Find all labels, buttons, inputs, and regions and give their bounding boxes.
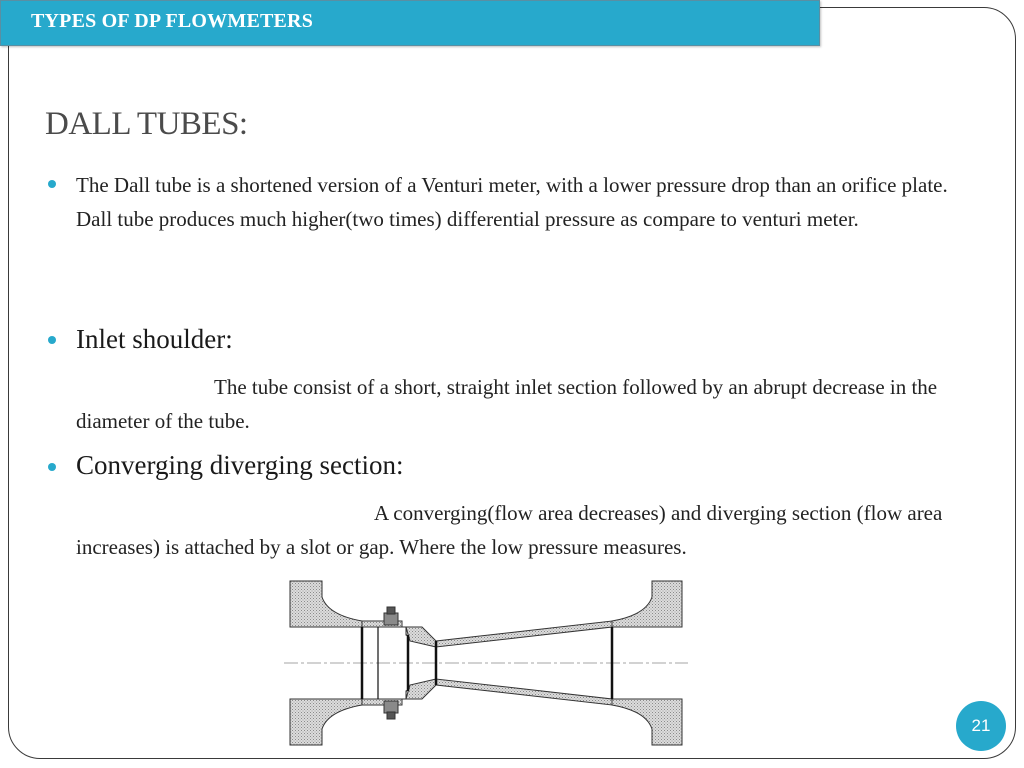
- dall-tube-diagram: [280, 577, 692, 749]
- inlet-shoulder-text: The tube consist of a short, straight inlet section followed by an abrupt decrease in the diameter of the tube.: [76, 375, 938, 433]
- header-bar: [0, 0, 820, 46]
- left-flange: [290, 581, 362, 627]
- diverging-cone-top: [436, 621, 612, 647]
- diverging-cone-bottom: [436, 679, 612, 705]
- right-flange: [612, 699, 682, 745]
- header-title: TYPES OF DP FLOWMETERS: [31, 10, 314, 32]
- pressure-tap-bottom: [387, 712, 395, 719]
- inlet-shoulder-top: [378, 627, 402, 697]
- pressure-tap-top: [387, 607, 395, 614]
- converging-diverging-text: A converging(flow area decreases) and diverging section (flow area increases) is attached by a slot or gap. Where the low pressure measures.: [76, 501, 943, 559]
- pressure-tap-bottom: [384, 701, 398, 713]
- page-number-badge: 21: [956, 701, 1006, 751]
- intro-paragraph: The Dall tube is a shortened version of a Venturi meter, with a lower pressure drop than an orifice plate. Dall tube produces much higher(two times) differential pressure as compare to venturi meter.: [76, 173, 948, 231]
- slide-title: DALL TUBES:: [45, 106, 248, 142]
- left-flange: [290, 699, 362, 745]
- bullet-dot-icon: [48, 180, 56, 188]
- pressure-tap-top: [384, 613, 398, 625]
- bullet-dot-icon: [48, 463, 56, 471]
- converging-cone-top: [406, 627, 436, 647]
- right-flange: [612, 581, 682, 627]
- bullet-dot-icon: [48, 336, 56, 344]
- inlet-shoulder-heading: Inlet shoulder:: [76, 324, 233, 354]
- converging-diverging-heading: Converging diverging section:: [76, 450, 404, 480]
- converging-cone-bottom: [406, 679, 436, 699]
